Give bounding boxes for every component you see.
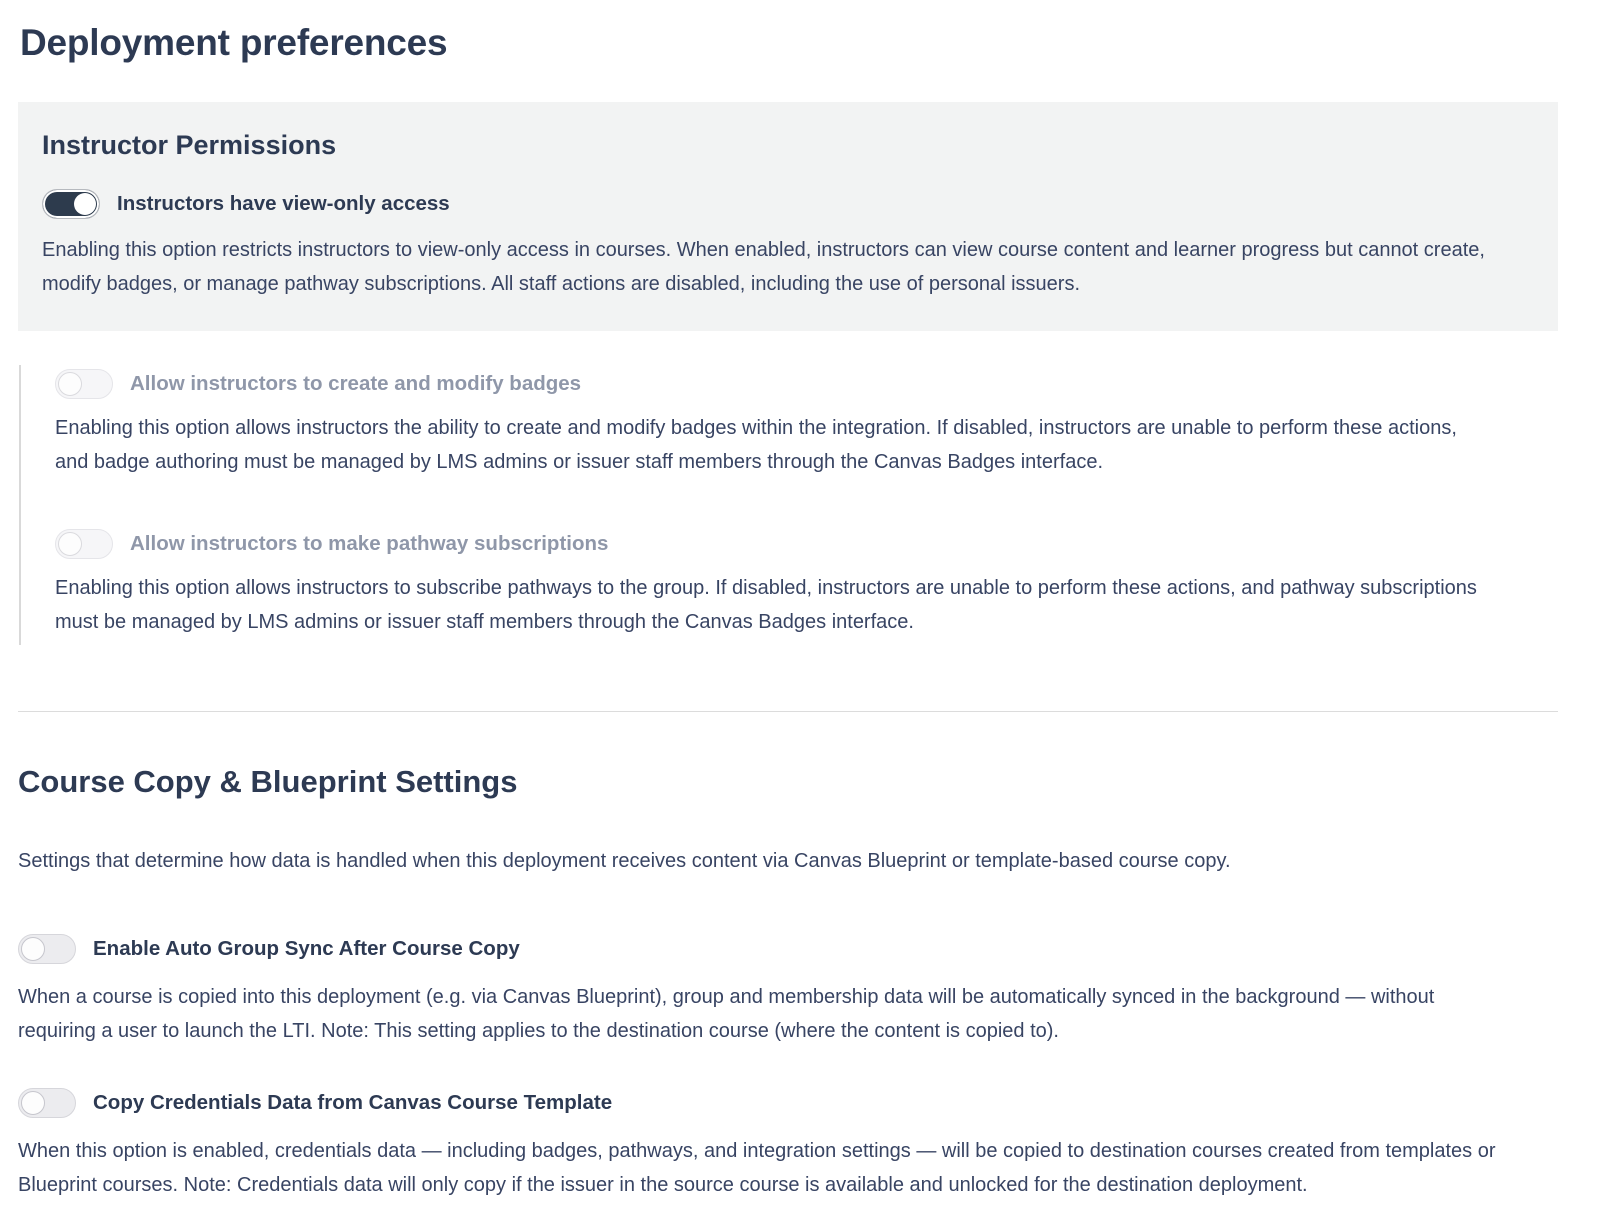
deployment-preferences-page	[18, 0, 1558, 1202]
section-divider	[18, 711, 1558, 712]
course-copy-heading: Course Copy & Blueprint Settings	[18, 764, 518, 799]
auto-group-sync-toggle[interactable]	[18, 934, 76, 964]
copy-credentials-toggle[interactable]	[18, 1088, 76, 1118]
auto-group-sync-setting	[18, 934, 1558, 1048]
view-only-setting-row	[42, 189, 1534, 219]
create-badges-toggle	[55, 369, 113, 399]
copy-credentials-setting	[18, 1088, 1558, 1202]
pathway-subscriptions-setting	[55, 529, 1558, 639]
pathway-subscriptions-toggle	[55, 529, 113, 559]
view-only-description: Enabling this option restricts instructors to view-only access in courses. When enabled, instructors can view course content and learner progress but cannot create, modify badges, or manage pathway subscriptions. All staff actions are disabled, including the use of personal issuers.	[42, 239, 1485, 295]
auto-group-sync-label: Enable Auto Group Sync After Course Copy	[93, 937, 520, 960]
view-only-label: Instructors have view-only access	[117, 192, 450, 215]
copy-credentials-description: When this option is enabled, credentials data — including badges, pathways, and integration settings — will be copied to destination courses created from templates or Blueprint courses. Note: Credentials data will only copy if the issuer in the source course is available and unlocked for the destination deployment.	[18, 1140, 1496, 1196]
copy-credentials-setting-row	[18, 1088, 1558, 1118]
toggle-knob	[58, 372, 82, 396]
pathway-subscriptions-setting-row	[55, 529, 1558, 559]
course-copy-section	[18, 764, 1558, 1202]
instructor-permissions-panel	[18, 102, 1558, 331]
toggle-knob	[74, 193, 96, 215]
toggle-knob	[58, 532, 82, 556]
create-badges-description: Enabling this option allows instructors the ability to create and modify badges within the integration. If disabled, instructors are unable to perform these actions, and badge authoring must be managed by LMS admins or issuer staff members through the Canvas Badges interface.	[55, 417, 1457, 473]
create-badges-setting-row	[55, 369, 1558, 399]
instructor-sub-settings-group	[19, 365, 1558, 645]
create-badges-setting	[55, 369, 1558, 479]
auto-group-sync-description: When a course is copied into this deployment (e.g. via Canvas Blueprint), group and membership data will be automatically synced in the background — without requiring a user to launch the LTI. Note: This setting applies to the destination course (where the content is copied to).	[18, 986, 1435, 1042]
pathway-subscriptions-label: Allow instructors to make pathway subscriptions	[130, 532, 609, 555]
pathway-subscriptions-description: Enabling this option allows instructors to subscribe pathways to the group. If disabled, instructors are unable to perform these actions, and pathway subscriptions must be managed by LMS admins or issuer staff members through the Canvas Badges interface.	[55, 577, 1477, 633]
toggle-knob	[21, 937, 45, 961]
create-badges-label: Allow instructors to create and modify badges	[130, 372, 582, 395]
toggle-knob	[21, 1091, 45, 1115]
copy-credentials-label: Copy Credentials Data from Canvas Course Template	[93, 1091, 613, 1114]
view-only-toggle[interactable]	[42, 189, 100, 219]
course-copy-intro: Settings that determine how data is handled when this deployment receives content via Canvas Blueprint or template-based course copy.	[18, 850, 1231, 872]
page-title: Deployment preferences	[20, 22, 448, 63]
auto-group-sync-setting-row	[18, 934, 1558, 964]
instructor-permissions-heading: Instructor Permissions	[42, 130, 337, 160]
